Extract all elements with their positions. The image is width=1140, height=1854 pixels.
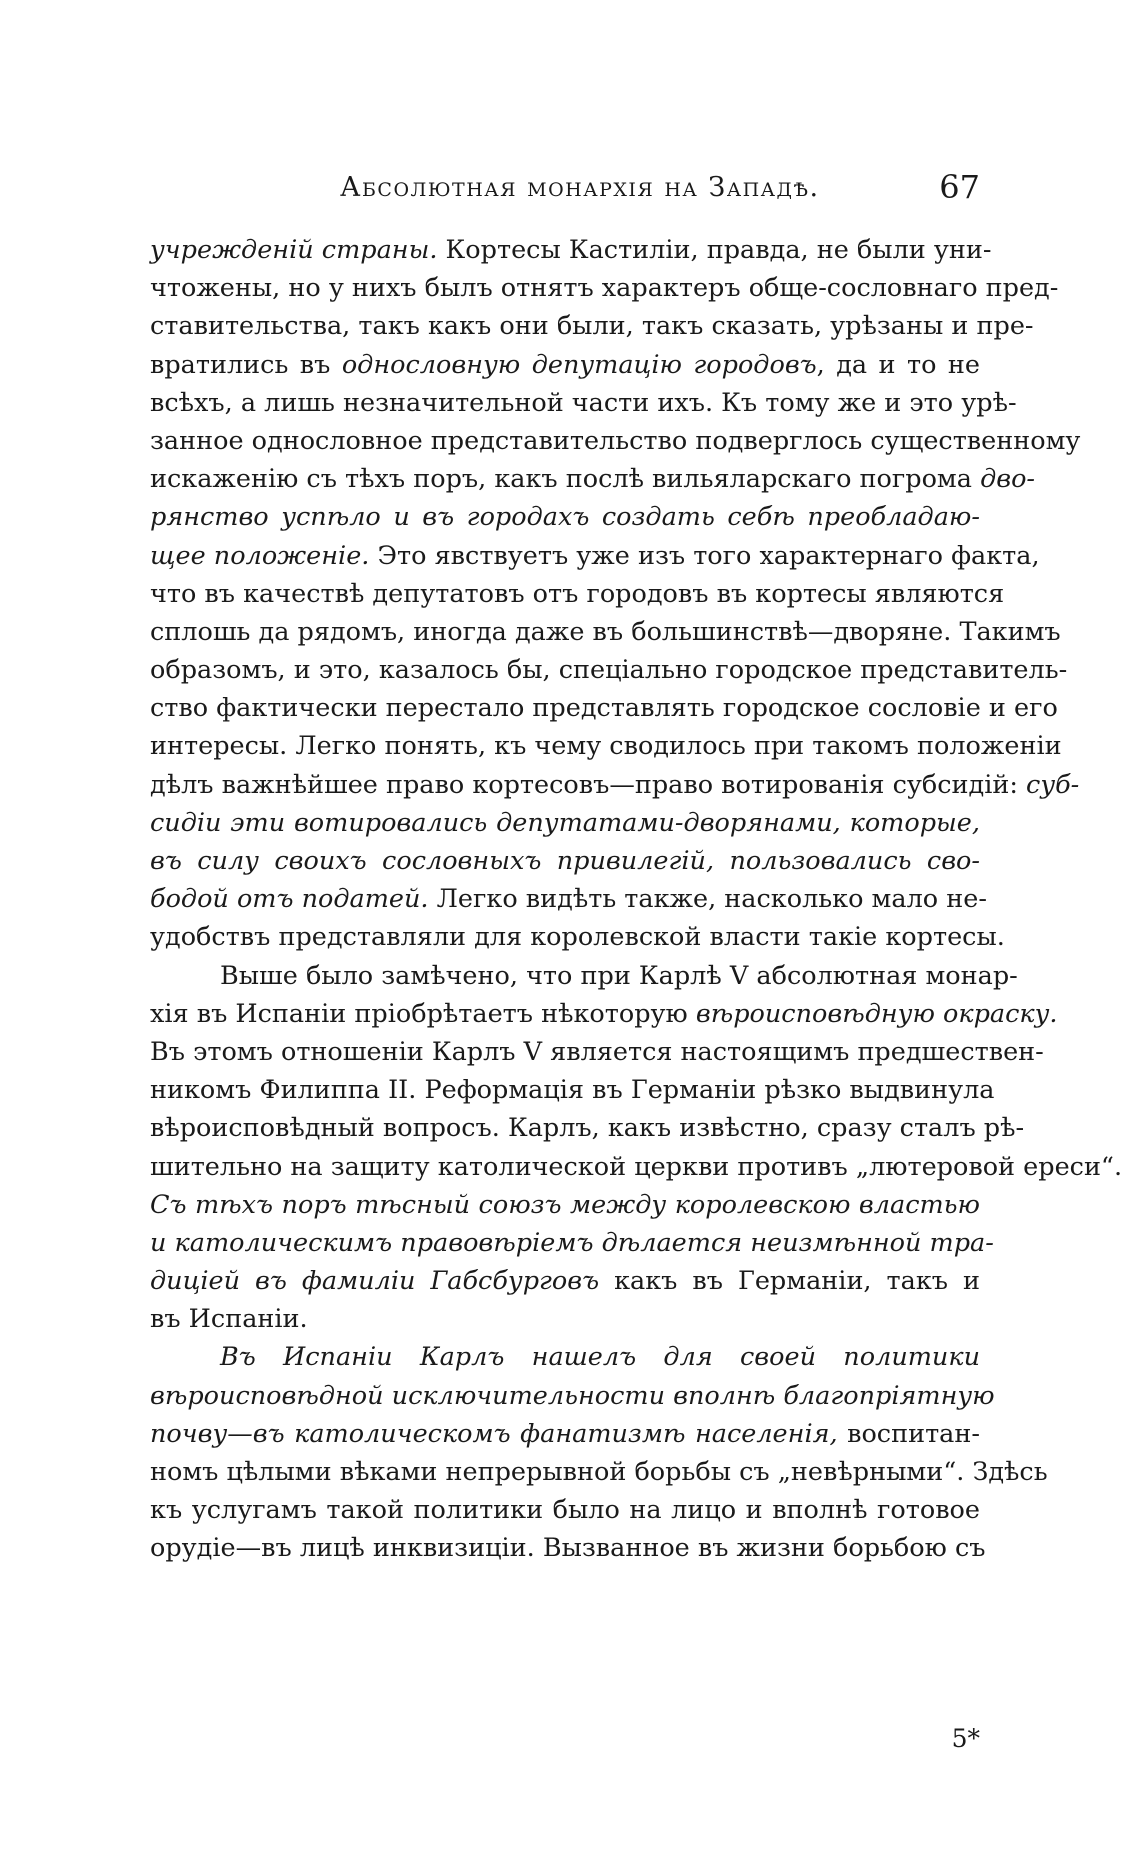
text-line [150,1148,1123,1186]
text-line [150,957,1018,995]
text-run: номъ цѣлыми вѣками непрерывной борьбы съ „невѣрными“. Здѣсь [150,1457,1048,1487]
text-run: Въ этомъ отношеніи Карлъ V является настоящимъ предшествен- [150,1036,1044,1067]
text-line [150,1453,1048,1491]
text-line [150,269,1059,307]
page-number: 67 [939,168,980,206]
text-line [150,727,1062,765]
text-run: всѣхъ, а лишь незначительной части ихъ. Къ тому же и это урѣ- [150,387,1017,418]
text-run: воспитан- [837,1418,980,1449]
text-line [150,1415,980,1453]
text-line [150,422,1081,460]
emphasis-text: Съ тѣхъ поръ тѣсный союзъ между королевскою властью [150,1189,980,1220]
text-run: Выше было замѣчено, что при Карлѣ V абсолютная монар- [220,960,1018,991]
text-line [150,1491,980,1529]
text-line [150,384,1017,422]
text-line [150,804,980,842]
text-line [150,766,1080,804]
text-run: вратились въ [150,349,342,380]
emphasis-text: сидіи эти вотировались депутатами-дворянами, которые, [150,807,980,838]
text-line [150,1262,980,1300]
text-run: орудіе—въ лицѣ инквизиціи. Вызванное въ жизни борьбою съ [150,1533,986,1564]
text-line [150,1224,994,1262]
emphasis-text: и католическимъ правовѣріемъ дѣлается неизмѣнной тра- [150,1227,994,1258]
text-run: шительно на защиту католической церкви противъ „лютеровой ереси“. [150,1151,1123,1182]
text-line [150,1186,980,1224]
text-run: ство фактически перестало представлять городское сословіе и его [150,693,1058,724]
emphasis-text: дво- [980,464,1036,495]
text-line [150,1071,995,1109]
emphasis-text: диціей въ фамиліи Габсбурговъ [150,1266,600,1297]
text-line [150,651,1068,689]
emphasis-text: вѣроисповѣдную окраску. [695,998,1058,1029]
text-run: вѣроисповѣдный вопросъ. Карлъ, какъ извѣстно, сразу сталъ рѣ- [150,1113,1025,1144]
emphasis-text: Въ Испаніи Карлъ нашелъ для своей политики [220,1342,980,1373]
text-line [150,1033,1044,1071]
text-run: Легко видѣть также, насколько мало не- [428,884,987,915]
emphasis-text: рянство успѣло и въ городахъ создать себѣ преобладаю- [150,502,980,533]
signature-mark: 5* [951,1724,980,1753]
text-line [150,460,1036,498]
running-title: Абсолютная монархія на Западѣ. [340,172,820,203]
text-line [150,1529,986,1567]
text-line [150,231,992,269]
text-run: удобствъ представляли для королевской власти такіе кортесы. [150,922,1005,953]
emphasis-text: почву—въ католическомъ фанатизмѣ населенія, [150,1418,838,1449]
text-line [150,575,1005,613]
text-run: что въ качествѣ депутатовъ отъ городовъ въ кортесы являются [150,578,1005,609]
emphasis-text: въ силу своихъ сословныхъ привилегій, пользовались сво- [150,846,980,876]
text-line [150,1377,995,1415]
page-header [150,168,980,212]
text-run: никомъ Филиппа II. Реформація въ Германіи рѣзко выдвинула [150,1075,995,1106]
text-run: въ Испаніи. [150,1304,308,1335]
text-run: чтожены, но у нихъ былъ отнятъ характеръ обще-сословнаго пред- [150,273,1059,304]
text-run: хія въ Испаніи пріобрѣтаетъ нѣкоторую [150,998,696,1029]
emphasis-text: учрежденій страны. [150,235,438,265]
text-run: искаженію съ тѣхъ поръ, какъ послѣ вильяларскаго погрома [150,464,981,495]
text-run: Это явствуетъ уже изъ того характернаго факта, [369,540,1040,571]
text-run: Кортесы Кастиліи, правда, не были уни- [437,235,992,265]
text-run: занное однословное представительство подверглось существенному [150,425,1081,456]
text-line [150,842,980,880]
text-run: къ услугамъ такой политики было на лицо и вполнѣ готовое [150,1495,980,1526]
emphasis-text: бодой отъ податей. [150,884,429,915]
text-line [150,537,1040,575]
text-line [150,1300,980,1338]
text-run: дѣлъ важнѣйшее право кортесовъ—право вотированія субсидій: [150,769,1027,800]
text-line [150,1338,980,1376]
text-run: интересы. Легко понять, къ чему сводилось при такомъ положеніи [150,731,1062,762]
emphasis-text: вѣроисповѣдной исключительности вполнѣ благопріятную [150,1380,995,1411]
text-run: сплошь да рядомъ, иногда даже въ большинствѣ—дворяне. Такимъ [150,616,1061,647]
text-line [150,307,1034,345]
text-line [150,995,1058,1033]
text-run: , да и то не [816,349,980,380]
text-line [150,689,1058,727]
text-line [150,613,1061,651]
emphasis-text: суб- [1026,769,1080,800]
text-run: образомъ, и это, казалось бы, спеціально городское представитель- [150,655,1068,686]
text-run: какъ въ Германіи, такъ и [599,1266,980,1297]
text-line [150,498,980,536]
text-line [150,880,987,918]
text-line [150,1109,1025,1147]
emphasis-text: щее положеніе. [150,540,370,571]
text-run: ставительства, такъ какъ они были, такъ сказать, урѣзаны и пре- [150,311,1034,342]
text-line [150,918,1005,956]
emphasis-text: однословную депутацію городовъ [341,349,817,380]
text-line [150,346,980,384]
body-text [150,231,1123,1568]
